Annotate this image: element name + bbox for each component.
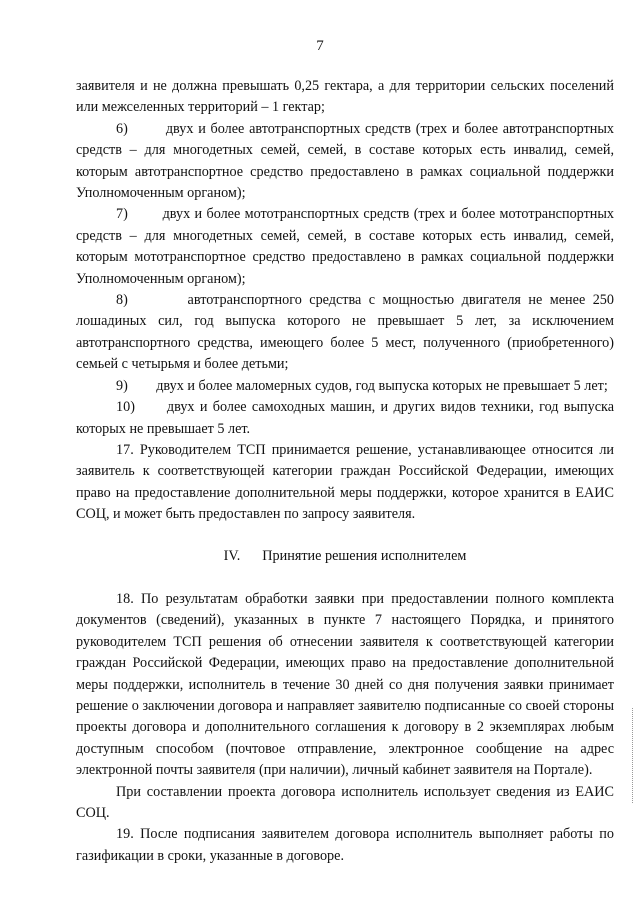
paragraph-18: 18. По результатам обработки заявки при предоставлении полного комплекта документов (сведений), указанных в пункте 7 настоящего Порядка, и принятого руководителем ТСП решения об отнесении заявителя к соответствующей категории граждан Российской Федерации, имеющих право на предоставление дополнительной меры поддержки, исполнитель в течение 30 дней со дня получения заявки принимает решение о заключении договора и направляет заявителю подписанные со своей стороны проекты договора и дополнительного соглашения к договору в 2 экземплярах любым доступным способом (почтовое отправление, электронное сообщение на адрес электронной почты заявителя (при наличии), личный кабинет заявителя на Портале). xyxy=(76,590,614,779)
page-number: 7 xyxy=(316,38,324,54)
list-item-7: 7) двух и более мототранспортных средств (трех и более мототранспортных средств – для многодетных семей, семей, в составе которых есть инвалид, семей, которым мототранспортное средство предоставлено в рамках социальной поддержки Уполномоченным органом); xyxy=(76,206,614,287)
list-item-6: 6) двух и более автотранспортных средств (трех и более автотранспортных средств – для многодетных семей, семей, в составе которых есть инвалид, семей, которым автотранспортное средство предоставлено в рамках социальной поддержки Уполномоченным органом); xyxy=(76,120,614,202)
list-item-8: 8) автотранспортного средства с мощностью двигателя не менее 250 лошадиных сил, год выпуска которого не превышает 5 лет, за исключением автотранспортного средства, имеющего более 5 мест, полученного (приобретенного) семьей с четырьмя и более детьми; xyxy=(76,292,614,373)
paragraph-18-continued: При составлении проекта договора исполнитель использует сведения из ЕАИС СОЦ. xyxy=(76,783,614,821)
scan-margin-mark xyxy=(632,708,635,803)
list-item-9: 9) двух и более маломерных судов, год выпуска которых не превышает 5 лет; xyxy=(116,377,608,394)
paragraph-19: 19. После подписания заявителем договора исполнитель выполняет работы по газификации в сроки, указанные в договоре. xyxy=(76,826,614,864)
section-heading xyxy=(76,546,614,567)
section-title: Принятие решения исполнителем xyxy=(262,547,467,564)
document-body xyxy=(76,76,614,867)
section-number: IV. xyxy=(223,547,241,564)
list-item-10: 10) двух и более самоходных машин, и других видов техники, год выпуска которых не превышает 5 лет. xyxy=(76,399,614,437)
paragraph-17: 17. Руководителем ТСП принимается решение, устанавливающее относится ли заявитель к соответствующей категории граждан Российской Федерации, имеющих право на предоставление дополнительной меры поддержки, которое хранится в ЕАИС СОЦ, и может быть предоставлен по запросу заявителя. xyxy=(76,441,614,523)
paragraph-intro: заявителя и не должна превышать 0,25 гектара, а для территории сельских поселений или межселенных территорий – 1 гектар; xyxy=(76,78,614,116)
